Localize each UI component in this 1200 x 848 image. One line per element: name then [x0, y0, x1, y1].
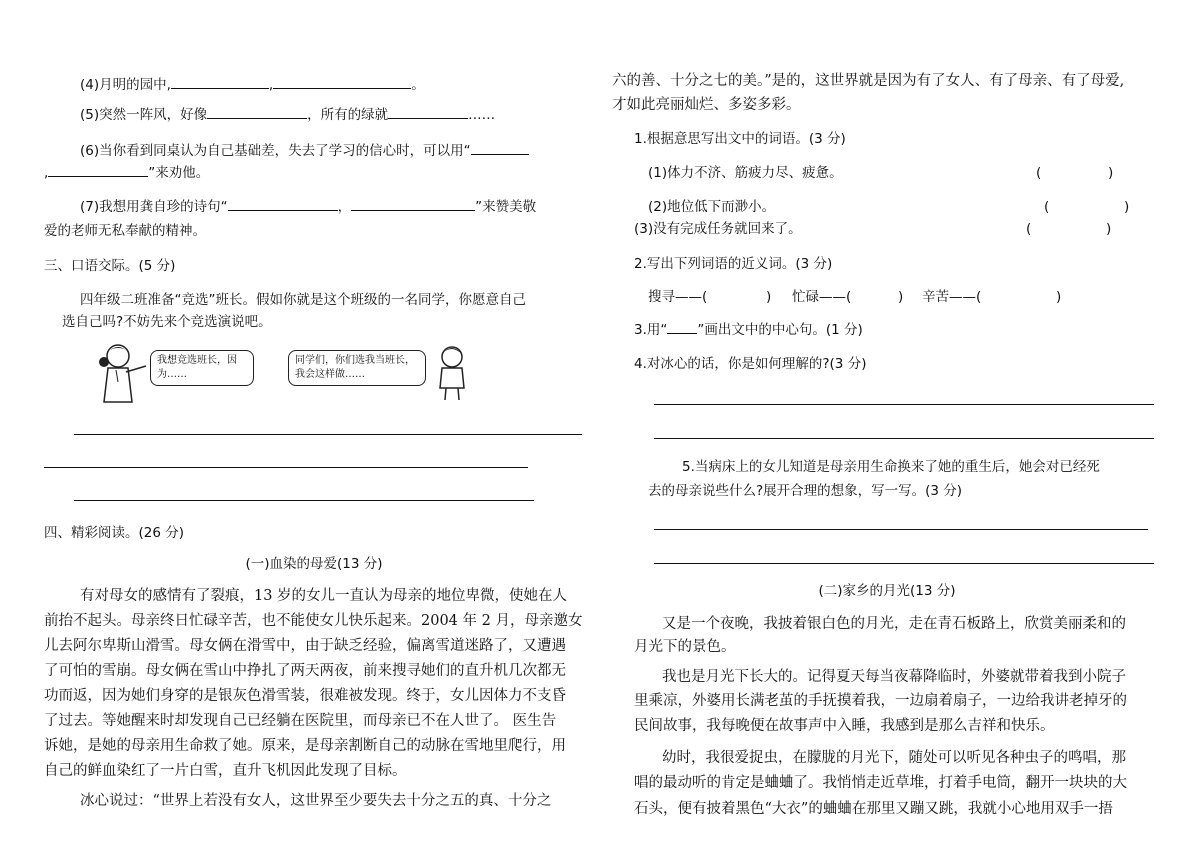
answer-blank[interactable] [171, 76, 269, 89]
paren-close: ) [1108, 165, 1114, 181]
answer-blank[interactable] [207, 106, 307, 119]
answer-blank[interactable] [273, 76, 411, 89]
passage-line: 民间故事，我每晚便在故事声中入睡，我感到是那么吉祥和快乐。 [634, 718, 1055, 734]
passage2-title: (二)家乡的月光(13 分) [818, 583, 956, 599]
answer-line[interactable] [44, 467, 528, 468]
question-3 [634, 321, 863, 339]
section3-title: 三、口语交际。(5 分) [44, 258, 176, 274]
passage-line: 幼时，我很爱捉虫，在朦胧的月光下，随处可以听见各种虫子的鸣唱，那 [662, 750, 1126, 766]
answer-blank[interactable] [351, 198, 475, 211]
answer-blank[interactable] [388, 106, 468, 119]
passage-line: 月光下的景色。 [634, 639, 736, 655]
q7-line2: 爱的老师无私奉献的精神。 [44, 223, 206, 239]
question-5: 5.当病床上的女儿知道是母亲用生命换来了她的重生后，她会对已经死 [682, 459, 1100, 475]
speech-bubble-girl [150, 350, 254, 386]
q1-item: (1)体力不济、筋疲力尽、疲惫。 [648, 165, 843, 181]
answer-line[interactable] [654, 529, 1148, 530]
passage-line: 唱的最动听的肯定是蛐蛐了。我悄悄走近草堆，打着手电筒，翻开一块块的大 [634, 775, 1127, 791]
paren-close: ) [1106, 221, 1112, 237]
q4-mid: , [268, 77, 274, 93]
q6-line2 [44, 164, 209, 182]
q7-pre: (7)我想用龚自珍的诗句“ [80, 199, 228, 215]
q6-comma: , [44, 165, 49, 181]
question-2: 2.写出下列词语的近义词。(3 分) [634, 256, 833, 272]
q2-item: 辛苦——( [922, 289, 982, 305]
passage-line: 了可怕的雪崩。母女俩在雪山中挣扎了两天两夜，前来搜寻她们的直升机几次都无 [44, 663, 566, 679]
q4-line [80, 76, 425, 94]
answer-line[interactable] [654, 438, 1154, 439]
bubble-text: 为…… [157, 369, 187, 380]
paren-open: ( [1036, 165, 1042, 181]
passage-line: 六的善、十分之七的美。”是的，这世界就是因为有了女人、有了母亲、有了母爱, [612, 73, 1125, 89]
paren-close: ) [766, 289, 772, 305]
question-5: 去的母亲说些什么?展开合理的想象，写一写。(3 分) [648, 483, 963, 499]
passage-line: 了过去。等她醒来时却发现自己已经躺在医院里，而母亲已不在人世了。 医生告 [44, 713, 557, 729]
passage-line: 冰心说过：“世界上若没有女人，这世界至少要失去十分之五的真、十分之 [80, 793, 552, 809]
answer-line[interactable] [654, 404, 1154, 405]
passage-line: 功而返，因为她们身穿的是银灰色滑雪装，很难被发现。终于，女儿因体力不支昏 [44, 688, 566, 704]
answer-line[interactable] [654, 563, 1154, 564]
passage-line: 才如此亮丽灿烂、多姿多彩。 [612, 97, 801, 113]
q7-post: ”来赞美敬 [475, 199, 537, 215]
q6-text: (6)当你看到同桌认为自己基础差，失去了学习的信心时，可以用“ [80, 143, 471, 159]
passage-line: 我也是月光下长大的。记得夏天每当夜幕降临时，外婆就带着我到小院子 [662, 669, 1126, 685]
passage-line: 儿去阿尔卑斯山滑雪。母女俩在滑雪中，由于缺乏经验，偏离雪道迷路了，又遭遇 [44, 638, 566, 654]
q3-pre: 3.用“ [634, 322, 668, 338]
answer-line[interactable] [74, 500, 534, 501]
passage-line: 又是一个夜晚，我披着银白色的月光，走在青石板路上，欣赏美丽柔和的 [662, 616, 1126, 632]
passage-line: 里乘凉，外婆用长满老茧的手抚摸着我，一边扇着扇子，一边给我讲老掉牙的 [634, 693, 1127, 709]
q5-line [80, 106, 495, 124]
passage1-title: (一)血染的母爱(13 分) [245, 556, 383, 572]
passage-line: 自己的鲜血染红了一片白雪，直升飞机因此发现了目标。 [44, 763, 407, 779]
answer-blank[interactable] [228, 198, 338, 211]
passage-line: 有对母女的感情有了裂痕，13 岁的女儿一直认为母亲的地位卑微，使她在人 [80, 588, 568, 604]
q4-post: 。 [411, 77, 425, 93]
answer-line[interactable] [74, 434, 582, 435]
question-1: 1.根据意思写出文中的词语。(3 分) [634, 131, 846, 147]
q5-pre: (5)突然一阵风，好像 [80, 107, 208, 123]
answer-blank[interactable] [667, 321, 697, 334]
q6-end: ”来劝他。 [148, 165, 210, 181]
bubble-text: 同学们，你们选我当班长， [295, 355, 415, 366]
q3-post: ”画出文中的中心句。(1 分) [697, 322, 863, 338]
q7-mid: ， [337, 199, 352, 215]
answer-blank[interactable] [471, 142, 529, 155]
q5-mid: ，所有的绿就 [307, 107, 389, 123]
speech-bubble-boy [288, 350, 426, 386]
boy-illustration [432, 344, 472, 402]
bubble-text: 我会这样做…… [295, 369, 365, 380]
question-4: 4.对冰心的话，你是如何理解的?(3 分) [634, 356, 867, 372]
passage-line: 石头，便有披着黑色“大衣”的蛐蛐在那里又蹦又跳，我就小心地用双手一捂 [634, 801, 1113, 817]
bubble-text: 我想竞选班长，因 [157, 355, 237, 366]
passage-line: 前抬不起头。母亲终日忙碌辛苦，也不能使女儿快乐起来。2004 年 2 月，母亲邀女 [44, 613, 583, 629]
paren-close: ) [898, 289, 904, 305]
section4-title: 四、精彩阅读。(26 分) [44, 525, 185, 541]
section3-text: 四年级二班准备“竞选”班长。假如你就是这个班级的一名同学，你愿意自己 [80, 292, 526, 308]
q4-pre: (4)月明的园中, [80, 77, 171, 93]
paren-close: ) [1056, 289, 1062, 305]
q7-line1 [80, 198, 536, 216]
q2-item: 忙碌——( [792, 289, 852, 305]
answer-blank[interactable] [48, 164, 148, 177]
paren-open: ( [1044, 199, 1050, 215]
paren-open: ( [1026, 221, 1032, 237]
q6-line1 [80, 142, 529, 160]
q1-item: (2)地位低下而渺小。 [648, 199, 776, 215]
q1-item: (3)没有完成任务就回来了。 [634, 221, 802, 237]
section3-text: 选自己吗?不妨先来个竞选演说吧。 [62, 314, 272, 330]
q5-post: …… [468, 107, 496, 123]
passage-line: 诉她，是她的母亲用生命救了她。原来，是母亲割断自己的动脉在雪地里爬行，用 [44, 738, 566, 754]
q2-item: 搜寻——( [648, 289, 708, 305]
paren-close: ) [1124, 199, 1130, 215]
